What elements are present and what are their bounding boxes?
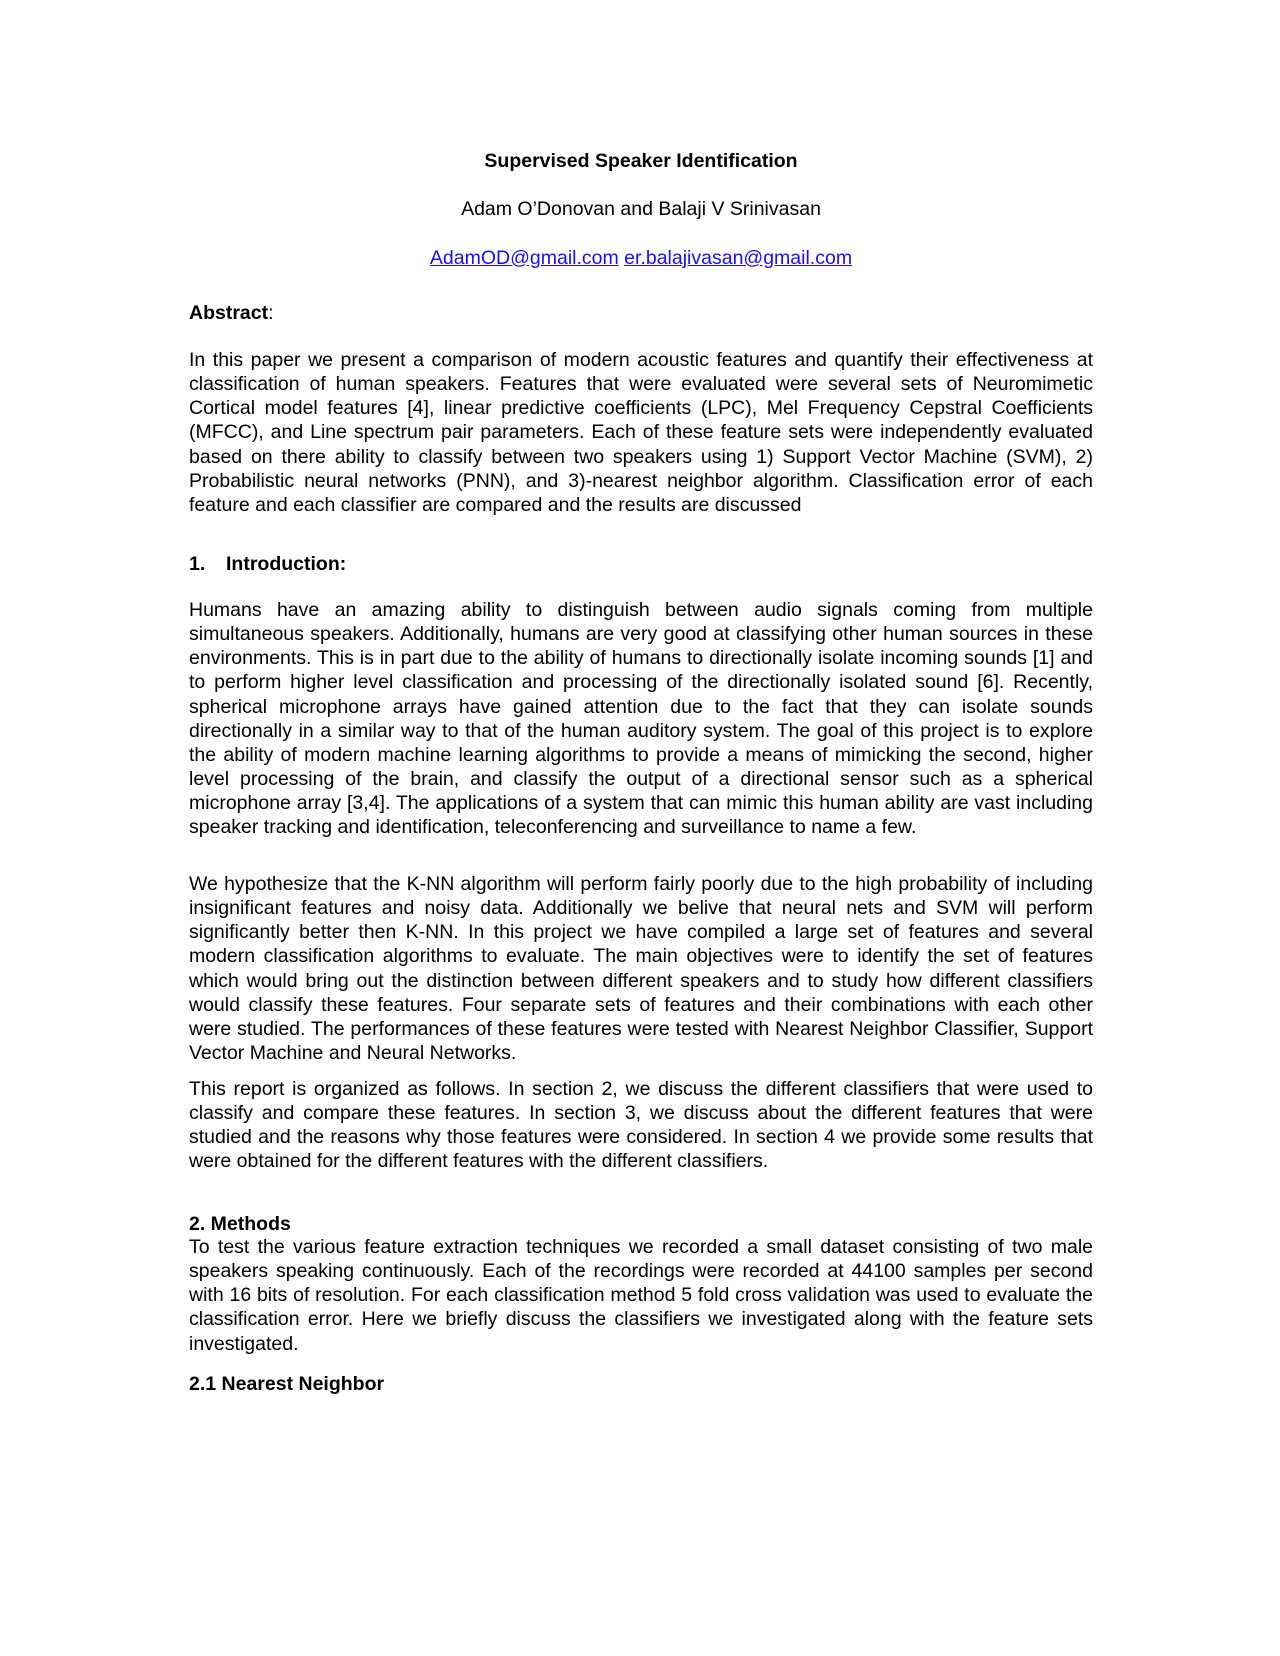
introduction-heading-label: Introduction: <box>226 553 347 575</box>
email-link-adam[interactable]: AdamOD@gmail.com <box>429 247 619 269</box>
methods-text: To test the various feature extraction techniques we recorded a small dataset consisting of two male speakers speaking continuously. Each of the recordings were recorded at 44100 samples per second with 16 bits of resolution. For each classification method 5 fold cross validation was used to evaluate the classification error. Here we briefly discuss the classifiers we investigated along with the feature sets investigated. <box>189 1236 1093 1355</box>
nearest-neighbor-heading: 2.1 Nearest Neighbor <box>189 1373 385 1395</box>
abstract-heading-label: Abstract <box>189 302 269 324</box>
introduction-paragraph-2: We hypothesize that the K-NN algorithm will perform fairly poorly due to the high probability of including insignificant features and noisy data. Additionally we belive that neural nets and SVM will perform significantly better then K-NN. In this project we have compiled a large set of features and several modern classification algorithms to evaluate. The main objectives were to identify the set of features which would bring out the distinction between different speakers and to study how different classifiers would classify these features. Four separate sets of features and their combinations with each other were studied. The performances of these features were tested with Nearest Neighbor Classifier, Support Vector Machine and Neural Networks. <box>189 873 1093 1065</box>
introduction-paragraph-3: This report is organized as follows. In section 2, we discuss the different classifiers that were used to classify and compare these features. In section 3, we discuss about the different features that were studied and the reasons why those features were considered. In section 4 we provide some results that were obtained for the different features with the different classifiers. <box>189 1078 1093 1173</box>
methods-heading: 2. Methods <box>189 1213 291 1235</box>
abstract-heading <box>189 301 274 325</box>
abstract-heading-colon: : <box>268 302 274 324</box>
paper-authors: Adam O’Donovan and Balaji V Srinivasan <box>461 198 821 220</box>
author-emails <box>189 246 1093 270</box>
introduction-heading <box>189 552 346 576</box>
introduction-number: 1. <box>189 553 206 575</box>
paper-title: Supervised Speaker Identification <box>484 150 798 172</box>
abstract-text: In this paper we present a comparison of modern acoustic features and quantify their effectiveness at classification of human speakers. Features that were evaluated were several sets of Neuromimetic Cortical model features [4], linear predictive coefficients (LPC), Mel Frequency Cepstral Coefficients (MFCC), and Line spectrum pair parameters. Each of these feature sets were independently evaluated based on there ability to classify between two speakers using 1) Support Vector Machine (SVM), 2) Probabilistic neural networks (PNN), and 3)-nearest neighbor algorithm. Classification error of each feature and each classifier are compared and the results are discussed <box>189 349 1093 516</box>
introduction-paragraph-1: Humans have an amazing ability to distinguish between audio signals coming from multiple simultaneous speakers. Additionally, humans are very good at classifying other human sources in these environments. This is in part due to the ability of humans to directionally isolate incoming sounds [1] and to perform higher level classification and processing of the directionally isolated sound [6]. Recently, spherical microphone arrays have gained attention due to the fact that they can isolate sounds directionally in a similar way to that of the human auditory system. The goal of this project is to explore the ability of modern machine learning algorithms to provide a means of mimicking the second, higher level processing of the brain, and classify the output of a directional sensor such as a spherical microphone array [3,4]. The applications of a system that can mimic this human ability are vast including speaker tracking and identification, teleconferencing and surveillance to name a few. <box>189 599 1093 839</box>
email-link-balaji[interactable]: er.balajivasan@gmail.com <box>624 247 853 269</box>
